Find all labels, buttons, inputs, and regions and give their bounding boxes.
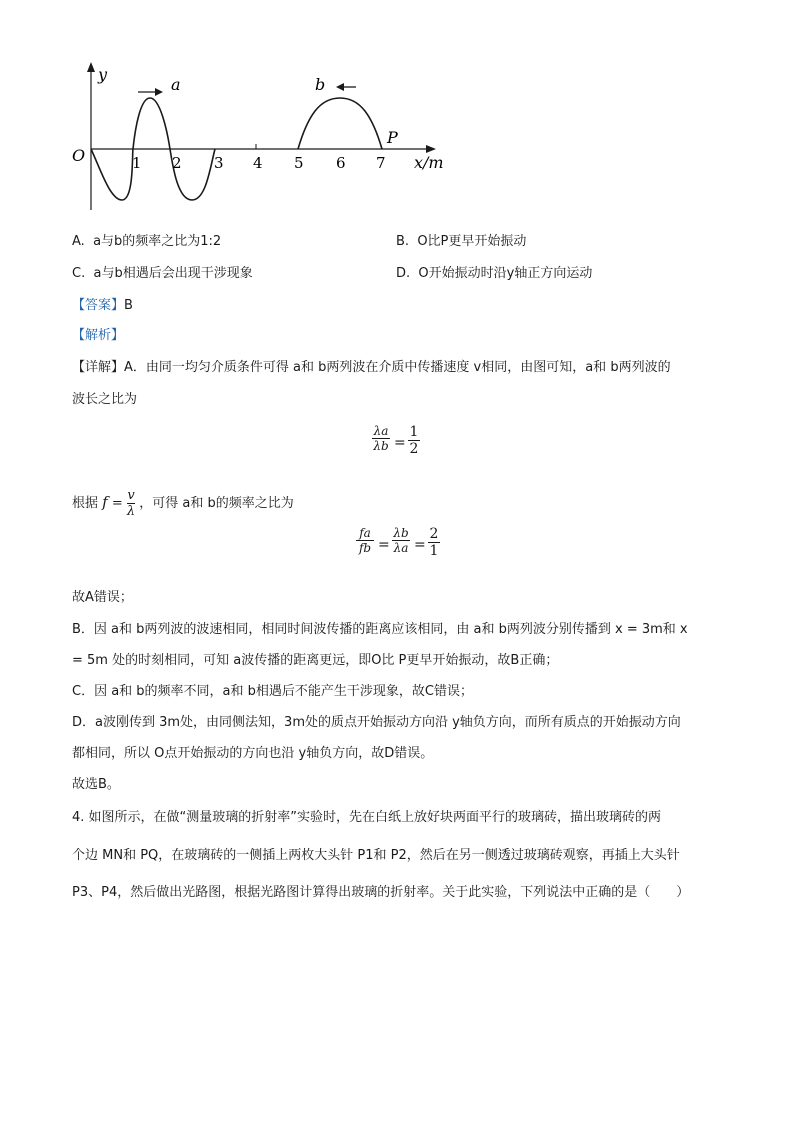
option-a-key: A. <box>72 234 85 249</box>
origin-label: O <box>72 146 86 165</box>
detail-tag: 【详解】 <box>72 360 125 375</box>
eq1-eq: = <box>394 435 406 451</box>
wave-figure <box>60 60 460 220</box>
option-b-text: O比P更早开始振动 <box>417 234 527 249</box>
detail-line-10: 故选B。 <box>72 777 120 792</box>
eq2-eq-2: = <box>414 537 426 553</box>
eq1-lhs-den: λb <box>373 439 389 453</box>
tick-label: 4 <box>253 154 263 172</box>
answer-value: B <box>124 298 133 313</box>
eq1-rhs-num: 1 <box>409 424 419 440</box>
point-p-label: P <box>387 128 398 147</box>
answer-tag: 【答案】 <box>72 298 125 313</box>
detail-line-6: = 5m 处的时刻相同，可知 a波传播的距离更远，即O比 P更早开始振动，故B正确； <box>72 653 559 668</box>
eq2-b-num: λb <box>393 526 409 540</box>
formula-frac <box>127 488 135 519</box>
tick-label: 1 <box>132 154 142 172</box>
eq1-rhs-den: 2 <box>409 441 419 457</box>
detail-line-9: 都相同，所以 O点开始振动的方向也沿 y轴负方向，故D错误。 <box>72 746 434 761</box>
detail-line3-post: ，可得 a和 b的频率之比为 <box>139 496 294 511</box>
detail-line-5: B．因 a和 b两列波的波速相同，相同时间波传播的距离应该相同，由 a和 b两列波分别传播到 x = 3m和 x <box>72 622 688 637</box>
question4-line-2: 个边 MN和 PQ，在玻璃砖的一侧插上两枚大头针 P1和 P2，然后在另一侧透过玻璃砖观察，再插上大头针 <box>72 848 680 863</box>
formula-num: v <box>127 488 135 503</box>
option-b <box>396 232 526 252</box>
eq2-eq-1: = <box>378 537 390 553</box>
formula-den: λ <box>126 504 136 519</box>
option-d-text: O开始振动时沿y轴正方向运动 <box>418 266 593 281</box>
eq2-b-den: λa <box>393 541 409 555</box>
detail-line-1 <box>72 358 671 378</box>
option-d <box>396 264 592 284</box>
option-b-key: B. <box>396 234 410 249</box>
tick-label: 7 <box>376 154 386 172</box>
tick-label: 6 <box>336 154 346 172</box>
eq2-c-den: 1 <box>429 543 439 559</box>
equation-wavelength-ratio <box>372 424 432 468</box>
x-label: x/m <box>414 153 444 172</box>
wave-a-label: a <box>171 75 181 94</box>
y-axis-arrow <box>87 62 95 72</box>
option-a <box>72 232 221 252</box>
tick-label: 3 <box>214 154 224 172</box>
option-a-text: a与b的频率之比为1:2 <box>93 234 222 249</box>
eq1-lhs-num: λa <box>373 424 389 438</box>
eq2-a-num: fa <box>359 526 371 540</box>
eq2-a-den: fb <box>356 540 374 555</box>
detail-line-3 <box>72 488 294 519</box>
detail-line-8: D．a波刚传到 3m处，由同侧法知，3m处的质点开始振动方向沿 y轴负方向，而所有质点的开始振动方向 <box>72 715 681 730</box>
arrow-a-head-icon <box>155 88 163 96</box>
equation-frequency-ratio <box>356 526 456 570</box>
option-c-key: C. <box>72 266 86 281</box>
question4-line-1: 4. 如图所示，在做“测量玻璃的折射率”实验时，先在白纸上放好块两面平行的玻璃砖，描出玻璃砖的两 <box>72 810 662 825</box>
wave-b-curve <box>298 98 382 149</box>
analysis-tag: 【解析】 <box>72 328 125 343</box>
detail-text-1: A．由同一均匀介质条件可得 a和 b两列波在介质中传播速度 v相同，由图可知，a和 b两列波的 <box>124 360 671 375</box>
arrow-b-head-icon <box>336 83 344 91</box>
formula-f: f <box>102 493 108 511</box>
detail-line-2: 波长之比为 <box>72 392 138 407</box>
question4-line-3: P3、P4，然后做出光路图，根据光路图计算得出玻璃的折射率。关于此实验，下列说法中正确的是（ ） <box>72 885 690 900</box>
tick-label: 5 <box>294 154 304 172</box>
tick-label: 2 <box>172 154 182 172</box>
detail-line-4: 故A错误； <box>72 590 133 605</box>
y-label: y <box>98 65 108 84</box>
option-c-text: a与b相遇后会出现干涉现象 <box>93 266 253 281</box>
detail-line3-pre: 根据 <box>72 496 99 511</box>
eq2-c-num: 2 <box>429 526 439 542</box>
answer-line <box>72 296 133 316</box>
option-c <box>72 264 253 284</box>
option-d-key: D. <box>396 266 411 281</box>
formula-eq: = <box>111 496 123 511</box>
x-axis-arrow <box>426 145 436 153</box>
detail-line-7: C．因 a和 b的频率不同，a和 b相遇后不能产生干涉现象，故C错误； <box>72 684 473 699</box>
wave-b-label: b <box>315 75 326 94</box>
